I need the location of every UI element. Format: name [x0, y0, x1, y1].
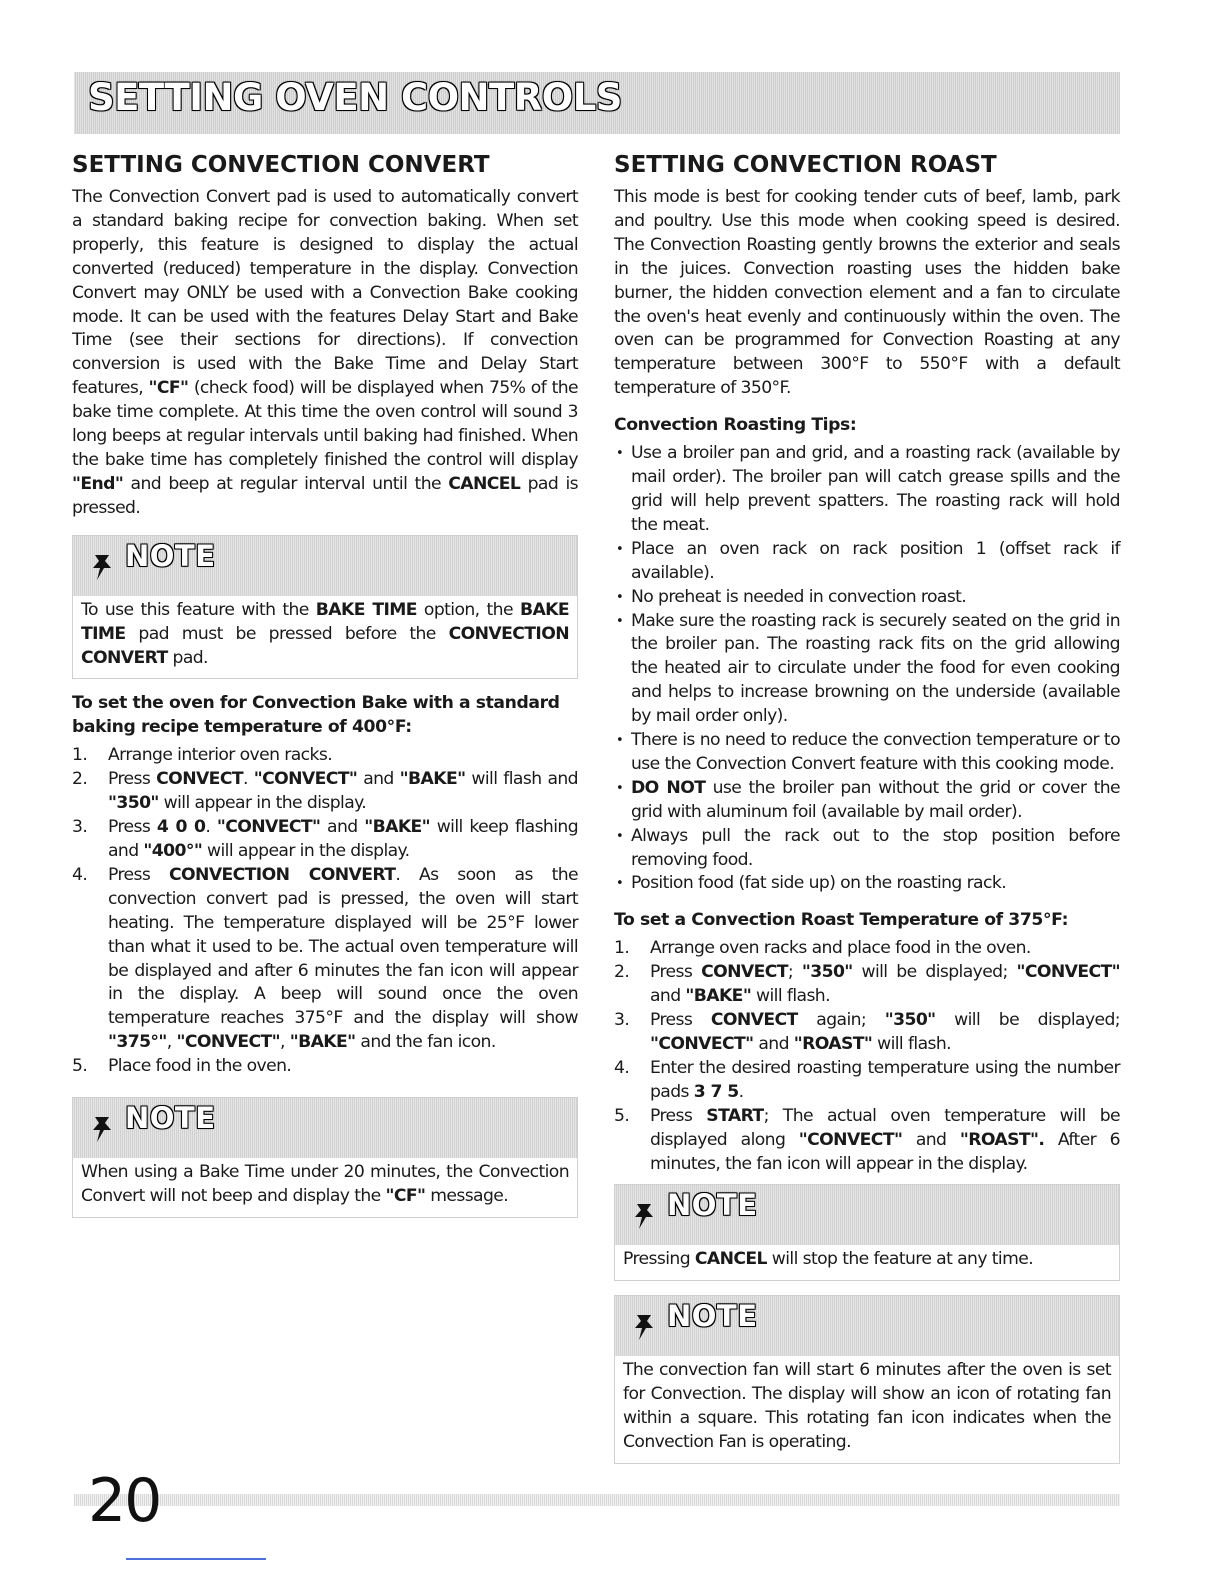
note-text [615, 1245, 1119, 1280]
text-run: After 6 minutes, the fan icon will appear in the display. [650, 1129, 1120, 1174]
bold-text: CONVECT [710, 1010, 798, 1031]
pushpin-icon [631, 1201, 659, 1231]
bold-text: "CONVECT" [798, 1129, 903, 1150]
note-box [614, 1295, 1120, 1464]
bold-text: "BAKE" [685, 986, 752, 1007]
accent-line [126, 1558, 266, 1560]
section-heading-convection-roast: SETTING CONVECTION ROAST [614, 152, 997, 178]
bold-text: "400°" [143, 841, 203, 862]
text-run: Place an oven rack on rack position 1 (offset rack if available). [631, 538, 1120, 583]
pushpin-icon [89, 552, 117, 582]
step-number: 3. [614, 1010, 630, 1031]
text-run: . As soon as the convection convert pad is pressed, the oven will start heating. The temperature displayed will be 25°F lower than what it used to be. The actual oven temperature will be displayed and after 6 minutes the fan icon will appear in the display. A beep will sound once the oven temperature reaches 375°F and the display will show [108, 864, 578, 1029]
procedure-heading: To set a Convection Roast Temperature of 375°F: [614, 910, 1069, 931]
text-run: No preheat is needed in convection roast. [631, 586, 967, 607]
text-run: . [738, 1081, 744, 1102]
text-run: , [166, 1032, 177, 1053]
pushpin-icon [631, 1312, 659, 1342]
step-item [72, 744, 578, 768]
text-run: Press [650, 962, 702, 983]
step-number: 1. [614, 938, 630, 959]
procedure-steps [72, 744, 578, 1079]
text-run: Press [108, 817, 157, 838]
text-run: Position food (fat side up) on the roasting rack. [631, 873, 1007, 894]
bold-text: "CF" [148, 378, 189, 399]
text-run: When using a Bake Time under 20 minutes, the Convection Convert will not beep and display the [81, 1162, 569, 1206]
bold-text: CONVECTION CONVERT [169, 864, 396, 885]
note-header [73, 536, 577, 596]
bold-text: "CONVECT" [1016, 962, 1120, 983]
note-text [73, 596, 577, 679]
step-item [614, 1057, 1120, 1105]
tips-list [614, 442, 1120, 896]
tip-item [614, 872, 1120, 896]
page-title: SETTING OVEN CONTROLS [88, 76, 622, 119]
note-box [72, 535, 578, 680]
text-run: Arrange oven racks and place food in the oven. [650, 938, 1031, 959]
text-run: The convection fan will start 6 minutes after the oven is set for Convection. The display will show an icon of rotating fan within a square. This rotating fan icon indicates when the Convection Fan is operating. [623, 1360, 1111, 1453]
bold-text: "ROAST" [793, 1034, 873, 1054]
note-header [615, 1185, 1119, 1245]
bold-text: "BAKE" [364, 817, 431, 838]
bold-text: "End" [72, 473, 124, 494]
bold-text: BAKE TIME [315, 599, 417, 620]
tip-item [614, 442, 1120, 538]
note-box [72, 1097, 578, 1218]
step-item [72, 768, 578, 816]
note-text [73, 1158, 577, 1217]
convection-convert-intro [72, 186, 578, 521]
text-run: and beep at regular interval until the [123, 473, 449, 494]
step-number: 2. [72, 769, 88, 790]
step-item [614, 961, 1120, 1009]
text-run: Press [108, 864, 170, 885]
text-run: . [242, 769, 254, 790]
step-number: 1. [72, 745, 88, 766]
text-run: again; [797, 1010, 885, 1031]
text-run: Enter the desired roasting temperature using the number pads [650, 1057, 1120, 1102]
text-run: and the fan icon. [355, 1032, 496, 1053]
text-run: , [280, 1032, 290, 1053]
bold-text: "350" [884, 1010, 936, 1031]
text-run: There is no need to reduce the convection temperature or to use the Convection Convert feature with this cooking mode. [631, 730, 1120, 774]
text-run: and [753, 1034, 794, 1054]
text-run: and [320, 817, 365, 838]
bold-text: CANCEL [694, 1249, 767, 1270]
left-column [72, 150, 578, 1228]
pushpin-icon [89, 1114, 117, 1144]
text-run: Use a broiler pan and grid, and a roasting rack (available by mail order). The broiler pan will catch grease spills and the grid will help prevent spatters. The roasting rack will hold the meat. [631, 443, 1120, 535]
text-run: (check food) will be displayed when 75% of the bake time complete. At this time the oven control will sound 3 long beeps at regular intervals until baking had finished. When the bake time has completely finished the control will display [72, 378, 579, 470]
page-banner [74, 72, 1120, 134]
bold-text: "CONVECT" [216, 817, 321, 838]
text-run: and [650, 986, 686, 1007]
note-text [615, 1356, 1119, 1463]
bold-text: "CONVECT" [650, 1034, 754, 1054]
tip-item [614, 729, 1120, 777]
text-run: pad must be pressed before the [125, 623, 449, 644]
bold-text: "350" [801, 962, 853, 983]
step-item [614, 1009, 1120, 1057]
step-item [614, 937, 1120, 961]
text-run: Place food in the oven. [108, 1056, 292, 1077]
procedure-heading: To set the oven for Convection Bake with a standard baking recipe temperature of 400°F: [72, 693, 560, 738]
text-run: Press [108, 769, 157, 790]
text-run: will appear in the display. [158, 793, 367, 814]
convection-roast-intro: This mode is best for cooking tender cuts of beef, lamb, park and poultry. Use this mode when cooking speed is desired. The Convection Roasting gently browns the exterior and seals in the juices. Convection roasting uses the hidden bake burner, the hidden convection element and a fan to circulate the oven's heat evenly and continuously within the oven. The oven can be programmed for Convection Roasting at any temperature between 300°F to 550°F with a default temperature of 350°F. [614, 187, 1120, 399]
bold-text: CONVECTION CONVERT [81, 623, 569, 668]
text-run: will appear in the display. [202, 841, 410, 862]
step-number: 4. [72, 864, 88, 885]
text-run: Press [650, 1010, 711, 1031]
text-run: . [205, 817, 217, 838]
text-run: pad. [167, 647, 208, 668]
note-box [614, 1184, 1120, 1281]
step-number: 2. [614, 962, 630, 983]
bold-text: "CONVECT" [253, 769, 358, 790]
note-title: NOTE [667, 1188, 758, 1223]
text-run: Pressing [623, 1249, 695, 1270]
tip-item [614, 777, 1120, 825]
text-run: ; The actual oven temperature will be displayed along [650, 1105, 1120, 1150]
text-run: Always pull the rack out to the stop position before removing food. [631, 825, 1120, 870]
bold-text: "BAKE" [289, 1032, 356, 1053]
text-run: pad is pressed. [72, 473, 578, 518]
text-run: will keep flashing and [108, 817, 578, 862]
tip-item [614, 610, 1120, 730]
text-run: The Convection Convert pad is used to automatically convert a standard baking recipe for convection baking. When set properly, this feature is designed to display the actual converted (reduced) temperature in the display. Convection Convert may ONLY be used with a Convection Bake cooking mode. It can be used with the features Delay Start and Bake Time (see their sections for directions). If convection conversion is used with the Bake Time and Delay Start features, [72, 187, 578, 399]
text-run: To use this feature with the [81, 599, 316, 620]
section-heading-convection-convert: SETTING CONVECTION CONVERT [72, 152, 490, 178]
text-run: will flash and [465, 769, 578, 790]
footer-rule [74, 1494, 1120, 1506]
text-run: Make sure the roasting rack is securely seated on the grid in the broiler pan. The roasting rack fits on the grid allowing the heated air to circulate under the food for even cooking and helps to increase browning on the underside (available by mail order only). [631, 610, 1120, 727]
text-run: will stop the feature at any time. [766, 1249, 1034, 1270]
step-number: 3. [72, 817, 88, 838]
tip-item [614, 586, 1120, 610]
text-run: and [357, 769, 400, 790]
text-run: will be displayed; [852, 962, 1017, 983]
bold-text: DO NOT [631, 777, 706, 798]
tip-item [614, 538, 1120, 586]
tips-heading: Convection Roasting Tips: [614, 415, 857, 436]
note-header [73, 1098, 577, 1158]
tip-item [614, 825, 1120, 873]
step-number: 5. [614, 1105, 630, 1126]
note-title: NOTE [125, 538, 216, 573]
text-run: ; [787, 962, 802, 983]
text-run: use the broiler pan without the grid or cover the grid with aluminum foil (available by mail order). [631, 777, 1121, 822]
bold-text: CONVECT [156, 769, 243, 790]
page-number: 20 [88, 1466, 161, 1536]
note-header [615, 1296, 1119, 1356]
step-number: 4. [614, 1057, 630, 1078]
step-item [614, 1105, 1120, 1177]
bold-text: 4 0 0 [156, 817, 206, 838]
text-run: and [902, 1129, 960, 1150]
step-item [72, 864, 578, 1055]
bold-text: "CONVECT" [176, 1032, 281, 1053]
text-run: Arrange interior oven racks. [108, 745, 333, 766]
bold-text: "350" [108, 793, 159, 814]
bold-text: 3 7 5 [693, 1081, 739, 1102]
note-title: NOTE [125, 1101, 216, 1136]
bold-text: "CF" [385, 1186, 426, 1206]
text-run: Press [650, 1105, 707, 1126]
text-run: message. [425, 1186, 509, 1206]
text-run: option, the [416, 599, 520, 620]
step-item [72, 1055, 578, 1079]
bold-text: CANCEL [448, 473, 521, 494]
text-run: will flash. [872, 1034, 952, 1054]
note-title: NOTE [667, 1299, 758, 1334]
bold-text: "BAKE" [399, 769, 466, 790]
step-item [72, 816, 578, 864]
right-column [614, 150, 1120, 1474]
text-run: will flash. [751, 986, 830, 1007]
text-run: will be displayed; [935, 1010, 1120, 1031]
bold-text: START [706, 1105, 764, 1126]
bold-text: CONVECT [701, 962, 788, 983]
bold-text: BAKE TIME [81, 599, 570, 644]
bold-text: "375°" [108, 1032, 167, 1053]
procedure-steps [614, 937, 1120, 1176]
bold-text: "ROAST". [959, 1129, 1045, 1150]
step-number: 5. [72, 1056, 88, 1077]
